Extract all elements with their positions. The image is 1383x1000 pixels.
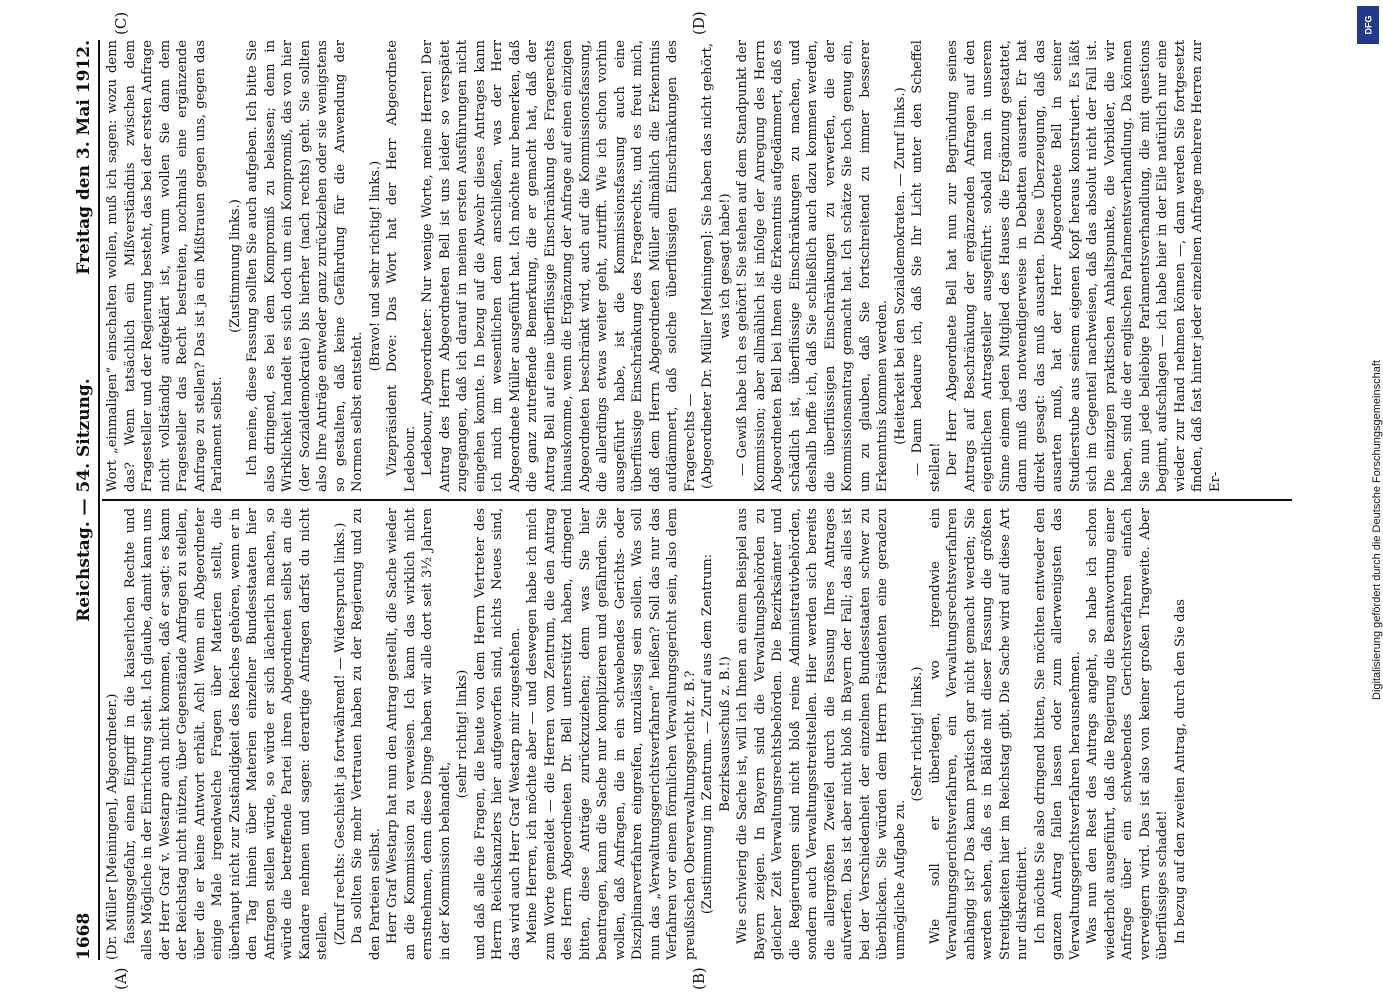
paragraph: Was nun den Rest des Antrags angeht, so habe ich schon wiederholt ausgeführt, daß die Regierung die Beantwortung einer Anfrage über ein schwebendes Gerichtsverfahren einfach verweigern wird. Das ist also von keiner großen Tragweite. Aber überflüssiges schadet! — [1085, 508, 1170, 960]
paragraph: Ich möchte Sie also dringend bitten, Sie möchten entweder den ganzen Antrag fallen lassen oder zum allerwenigsten das Verwaltungsgerichtsverfahren herausnehmen. — [1032, 508, 1083, 960]
paragraph: Da sollten Sie mehr Vertrauen haben zu der Regierung und zu den Parteien selbst. — [350, 508, 383, 960]
margin-mark-a: (A) — [112, 967, 130, 990]
paragraph: — Gewiß habe ich es gehört! Sie stehen auf dem Standpunkt der Kommission; aber allmählich ist infolge der Anregung des Herrn Abgeordneten Bell bei Ihnen die Erkenntnis aufgedämmert, daß es schädlich ist, überflüssige Einschränkungen zu machen, und deshalb hoffe ich, daß Sie schließlich auch dazu kommen werden, die überflüssigen Einschränkungen zu verwerfen, die der Kommissionsantrag gemacht hat. Ich schätze Sie hoch genug ein, um zu glauben, daß Sie fortschreitend zu immer besserer Erkenntnis kommen werden. — [735, 40, 890, 492]
margin-mark-c: (C) — [112, 11, 130, 35]
session-date: Freitag den 3. Mai 1912. — [74, 40, 94, 275]
page-header — [70, 40, 100, 960]
paragraph: (Zuruf rechts: Geschieht ja fortwährend! — Widerspruch links.) — [332, 522, 348, 946]
paragraph: (Bravo! und sehr richtig! links.) — [367, 160, 383, 372]
paragraph: Ich meine, diese Fassung sollten Sie auch aufgeben. Ich bitte Sie also dringend, es bei dem Kompromiß zu belassen; denn in Wirklichkeit handelt es sich doch um ein Kompromiß, das von hier (der Sozialdemokratie) bis hierher (nach rechts) geht. Sie sollten also Ihre Anträge entweder ganz zurückziehen oder sie wenigstens so gestalten, daß keine Gefährdung für die Anwendung der Normen selbst entsteht. — [245, 40, 365, 492]
text-column-left — [104, 508, 1289, 960]
credit-text: Digitalisierung gefördert durch die Deutsche Forschungsgemeinschaft — [1371, 360, 1383, 700]
paragraph: Meine Herren, ich möchte aber — und deswegen habe ich mich zum Worte gemeldet — die Herren vom Zentrum, die den Antrag des Herrn Abgeordneten Dr. Bell unterstützt haben, dringend bitten, diese Anträge zurückzuziehen; denn was Sie hier beantragen, kann die Sache nur komplizieren und gefährden. Sie wollen, daß Anfragen, die in ein schwebendes Gerichts- oder Disziplinarverfahren eingreifen, unzulässig sein sollen. Was soll nun das „Verwaltungsgerichtsverfahren“ heißen? Soll das nur das Verfahren vor einem förmlichen Verwaltungsgericht sein, also dem preußischen Oberverwaltungsgericht z. B.? — [525, 508, 698, 960]
paragraph: Ledebour, Abgeordneter: Nur wenige Worte, meine Herren! Der Antrag des Herrn Abgeordneten Bell ist uns leider so verspätet zugegangen, daß ich darauf in meinen ersten Ausführungen nicht eingehen konnte. In bezug auf die Abwehr dieses Antrages kann ich mich im wesentlichen dem anschließen, was der Herr Abgeordnete Müller ausgeführt hat. Ich möchte nur bemerken, daß die ganz zutreffende Bemerkung, die er gemacht hat, daß der Antrag Bell auf eine überflüssige Einschränkung des Fragerechts hinauskomme, wenn die Ergänzung der Anfrage auf einen einzigen Abgeordneten beschränkt wird, auch auf die Kommissionsfassung, die allerdings etwas weiter geht, zutrifft. Wie ich schon vorhin ausgeführt habe, ist die Kommissionsfassung auch eine überflüssige Einschränkung des Fragerechts, und es freut mich, daß dem Herrn Abgeordneten Müller allmählich die Erkenntnis aufdämmert, daß solche überflüssigen Einschränkungen des Fragerechts — — [420, 40, 698, 492]
paragraph: (Zustimmung im Zentrum. — Zuruf aus dem Zentrum: Bezirksausschuß z. B.!) — [700, 553, 733, 915]
page-number: 1668 — [74, 912, 94, 960]
paragraph: Herr Graf Westarp hat nun den Antrag gestellt, die Sache wieder an die Kommission zu verweisen. Ich kann das wirklich nicht ernstnehmen, denn diese Dinge haben wir alle dort seit 3½ Jahren in der Kommission behandelt, — [385, 508, 453, 960]
session-title: Reichstag. — 54. Sitzung. — [74, 378, 94, 622]
margin-mark-d: (D) — [690, 11, 708, 35]
paragraph: (Sehr richtig! links.) — [910, 666, 925, 802]
paragraph: Wie schwierig die Sache ist, will ich Ihnen an einem Beispiel aus Bayern zeigen. In Bayern sind die Verwaltungsbehörden zu gleicher Zeit Verwaltungsrechtsbehörden. Die Bezirksämter und die Regierungen sind nicht bloß reine Administrativbehörden, sondern auch Verwaltungsstreitstellen. Hier werden sich bereits die allergrößten Zweifel durch die Fassung Ihres Antrages aufwerfen. Das ist aber nicht bloß in Bayern der Fall; das alles ist bei der Verschiedenheit der einzelnen Bundesstaaten schwer zu überblicken. Sie würden dem Herrn Präsidenten eine geradezu unmögliche Aufgabe zu. — [735, 508, 908, 960]
paragraph: fassungsgefahr, einen Eingriff in die kaiserlichen Rechte und alles Mögliche in der Einrichtung sieht. Ich glaube, damit kann uns der Herr Graf v. Westarp auch nicht kommen, daß er sagt: es kann der Reichstag nicht nützen, über Gegenstände Anfragen zu stellen, über die er keine Antwort erhält. Ach! Wenn ein Abgeordneter einige Male irgendwelche Fragen über Materien stellt, die überhaupt nicht zur Zuständigkeit des Reiches gehören, wenn er in den Tag hinein über Materien einzelner Bundesstaaten hier Anfragen stellen würde, so würde er sich lächerlich machen, so würde die betreffende Partei ihren Abgeordneten selbst an die Kandare nehmen und sagen: derartige Anfragen darfst du nicht stellen. — [122, 508, 330, 960]
paragraph: Der Herr Abgeordnete Bell hat nun zur Begründung seines Antrags auf Beschränkung der ergänzenden Anfragen auf den eigentlichen Antragsteller ausgeführt: sobald man in unserem Sinne einem jeden Mitglied des Hauses die Ergänzung gestattet, dann muß das notwendigerweise in Debatten ausarten. Er hat direkt gesagt: das muß ausarten. Diese Überzeugung, daß das ausarten muß, hat der Herr Abgeordnete Bell in seiner Studierstube aus seinem eigenen Kopf heraus konstruiert. Es läßt sich im Gegenteil nachweisen, daß das absolut nicht der Fall ist. Die einzigen praktischen Anhaltspunkte, die Vorbilder, die wir haben, sind die der englischen Parlamentsverhandlung. Da können Sie nun jede beliebige Parlamentsverhandlung, die mit questions beginnt, aufschlagen — ich habe hier in der Eile natürlich nur eine wieder zur Hand nehmen können —, dann werden Sie fortgesetzt finden, daß fast hinter jeder einzelnen Anfrage mehrere Herren zur Er- — [945, 40, 1223, 492]
dfg-logo-text: DFG — [1363, 15, 1373, 35]
paragraph: (Abgeordneter Dr. Müller [Meiningen]: Sie haben das nicht gehört, was ich gesagt habe!) — [700, 42, 733, 490]
paragraph: (sehr richtig! links) — [455, 669, 470, 799]
digitization-credit — [1357, 0, 1383, 1000]
text-column-right — [104, 40, 1289, 492]
paragraph: und daß alle die Fragen, die heute von dem Herrn Vertreter des Herrn Reichskanzlers hier aufgeworfen sind, nichts Neues sind, das wird auch Herr Graf Westarp mir zugestehen. — [472, 508, 523, 960]
dfg-logo — [1357, 6, 1379, 44]
paragraph: Wie soll er überlegen, wo irgendwie ein Verwaltungsgerichtsverfahren, ein Verwaltungsrechtsverfahren anhängig ist? Das kann praktisch gar nicht gemacht werden; Sie werden sehen, daß es in Bälde mit dieser Fassung die größten Streitigkeiten hier im Reichstag gibt. Die Sache wird auf diese Art nur diskreditiert. — [927, 508, 1030, 960]
paragraph: (Heiterkeit bei den Sozialdemokraten. — Zuruf links.) — [892, 87, 908, 445]
paragraph: (Zustimmung links.) — [227, 199, 243, 333]
paragraph: Wort „einmaligen“ einschalten wollen, muß ich sagen: wozu denn das? Wenn tatsächlich ein Mißverständnis zwischen dem Fragesteller und der Regierung besteht, das bei der ersten Anfrage nicht vollständig aufgeklärt ist, warum wollen Sie dann dem Fragesteller das Recht bestreiten, nochmals eine ergänzende Anfrage zu stellen? Das ist ja ein Mißtrauen gegen uns, gegen das Parlament selbst. — [105, 40, 225, 492]
margin-mark-b: (B) — [690, 967, 708, 990]
paragraph: — Dann bedaure ich, daß Sie Ihr Licht unter den Scheffel stellen! — [910, 40, 943, 492]
paragraph: Vizepräsident Dove: Das Wort hat der Herr Abgeordnete Ledebour. — [385, 40, 418, 492]
column-divider — [102, 499, 1292, 501]
paragraph: In bezug auf den zweiten Antrag, durch den Sie das — [1172, 598, 1188, 944]
paragraph: (Dr. Müller [Meiningen], Abgeordneter.) — [105, 693, 120, 960]
